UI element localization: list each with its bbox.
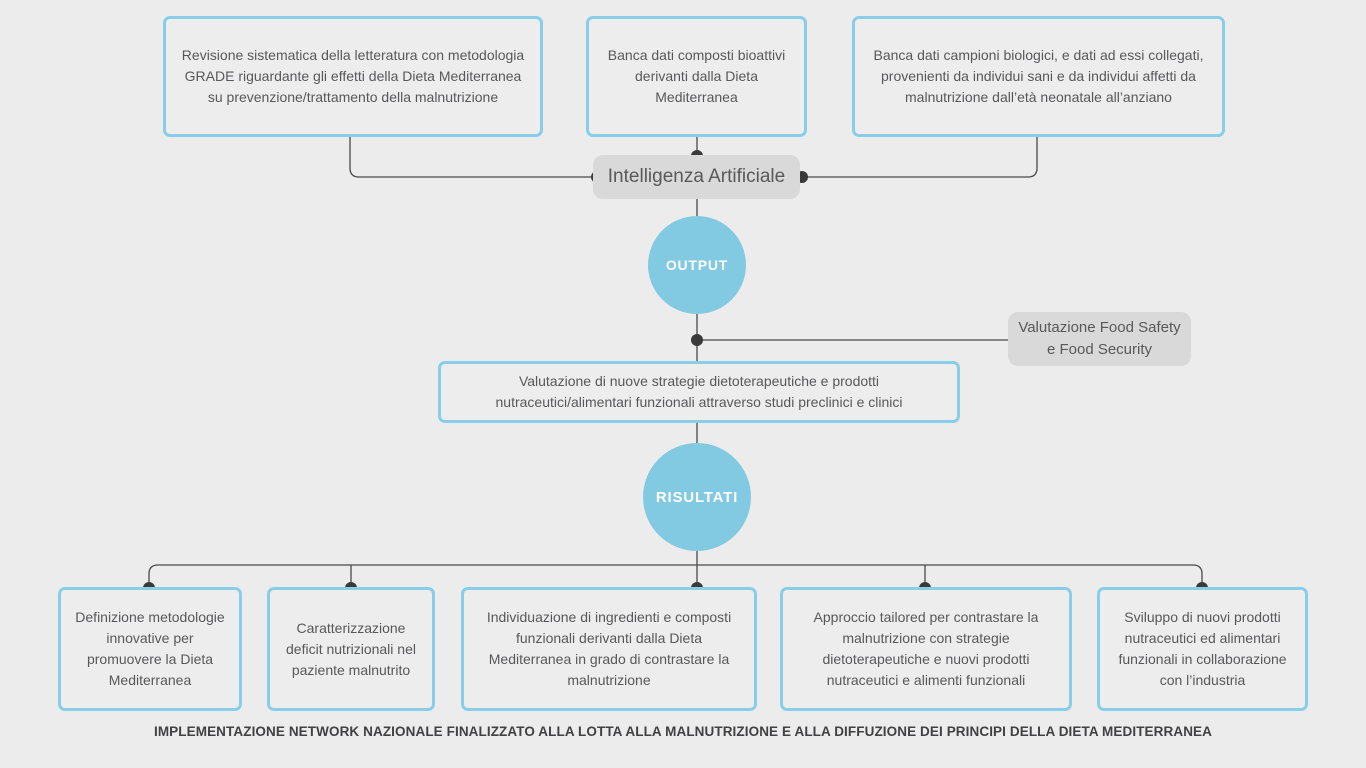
node-definizione-metodologie (58, 587, 242, 711)
trunk-line (149, 565, 1202, 588)
node-revisione-sistematica (163, 16, 543, 137)
node-text: Banca dati campioni biologici, e dati ad essi collegati, provenienti da individui sani e da individui affetti da malnutrizione dall’età neonatale all’anziano (873, 47, 1204, 105)
node-label: OUTPUT (665, 257, 729, 273)
connector-box1-to-ai (350, 137, 592, 177)
node-caratterizzazione-deficit (267, 587, 435, 711)
node-label: Valutazione Food Safety e Food Security (1018, 319, 1181, 358)
node-intelligenza-artificiale (593, 155, 800, 199)
node-sviluppo-prodotti (1097, 587, 1308, 711)
node-banca-dati-campioni (852, 16, 1225, 137)
node-text: Approccio tailored per contrastare la malnutrizione con strategie dietoterapeutiche e nuovi prodotti nutraceutici e alimenti funzionali (813, 609, 1039, 688)
node-text: Sviluppo di nuovi prodotti nutraceutici ed alimentari funzionali in collaborazione con l’industria (1118, 609, 1287, 688)
node-risultati-circle (643, 443, 751, 551)
node-individuazione-ingredienti (461, 587, 757, 711)
node-text: Caratterizzazione deficit nutrizionali nel paziente malnutrito (286, 619, 416, 678)
node-text: Banca dati composti bioattivi derivanti dalla Dieta Mediterranea (607, 47, 786, 105)
node-text: Revisione sistematica della letteratura con metodologia GRADE riguardante gli effetti della Dieta Mediterranea su prevenzione/trattamento della malnutrizione (181, 47, 525, 105)
node-label: RISULTATI (655, 488, 739, 506)
connector-box3-to-ai (802, 137, 1037, 177)
node-output-circle (648, 216, 746, 314)
node-text: Definizione metodologie innovative per promuovere la Dieta Mediterranea (75, 609, 225, 688)
node-text: Valutazione di nuove strategie dietoterapeutiche e prodotti nutraceutici/alimentari funzionali attraverso studi preclinici e clinici (495, 373, 903, 410)
node-valutazione-strategie (438, 361, 960, 423)
footer-caption: IMPLEMENTAZIONE NETWORK NAZIONALE FINALIZZATO ALLA LOTTA ALLA MALNUTRIZIONE E ALLA DIFFUZIONE DEI PRINCIPI DELLA DIETA MEDITERRANEA (153, 724, 1213, 739)
node-food-safety (1008, 312, 1191, 366)
node-label: Intelligenza Artificiale (607, 166, 786, 187)
node-banca-dati-composti (586, 16, 807, 137)
node-approccio-tailored (780, 587, 1072, 711)
node-text: Individuazione di ingredienti e composti funzionali derivanti dalla Dieta Mediterranea in grado di contrastare la malnutrizione (486, 609, 732, 688)
